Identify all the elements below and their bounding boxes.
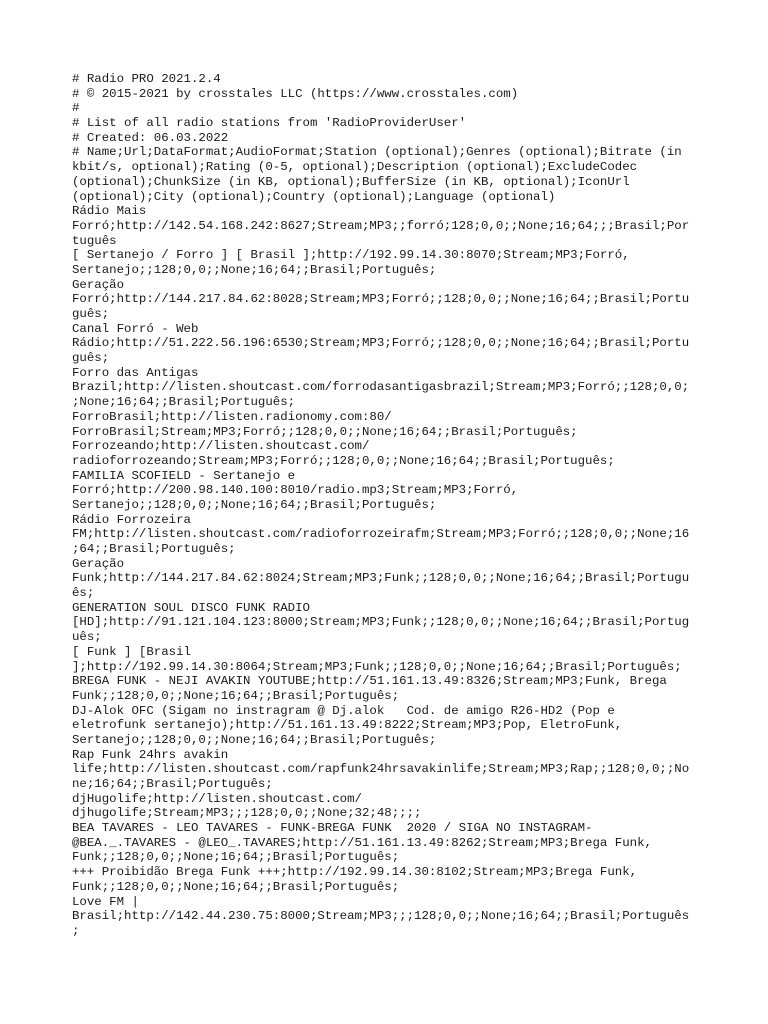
text-line: Rádio;http://51.222.56.196:6530;Stream;MP3;Forró;;128;0,0;;None;16;64;;Brasil;Portu [72, 336, 690, 351]
text-line: Brasil;http://142.44.230.75:8000;Stream;MP3;;;128;0,0;;None;16;64;;Brasil;Português [72, 909, 690, 924]
text-line: Rap Funk 24hrs avakin [72, 747, 229, 762]
text-line: guês; [72, 307, 110, 321]
text-line: ;64;;Brasil;Português; [72, 542, 236, 556]
text-line: +++ Proibidão Brega Funk +++;http://192.99.14.30:8102;Stream;MP3;Brega Funk, [72, 865, 638, 880]
text-line: (optional);ChunkSize (in KB, optional);BufferSize (in KB, optional);IconUrl [72, 174, 630, 189]
text-line: Forró;http://200.98.140.100:8010/radio.mp3;Stream;MP3;Forró, [72, 483, 519, 498]
text-line: # Name;Url;DataFormat;AudioFormat;Station (optional);Genres (optional);Bitrate (in [72, 145, 682, 160]
text-line: ForroBrasil;http://listen.radionomy.com:80/ [72, 409, 392, 424]
text-line: djHugolife;http://listen.shoutcast.com/ [72, 791, 362, 806]
text-line: # © 2015-2021 by crosstales LLC (https://www.crosstales.com) [72, 86, 519, 101]
text-line: BEA TAVARES - LEO TAVARES - FUNK-BREGA FUNK 2020 / SIGA NO INSTAGRAM- [72, 821, 593, 836]
text-line: Funk;http://144.217.84.62:8024;Stream;MP3;Funk;;128;0,0;;None;16;64;;Brasil;Portugu [72, 571, 690, 586]
text-line: Geração [72, 277, 125, 292]
text-line: ;None;16;64;;Brasil;Português; [72, 395, 296, 410]
text-line: Brazil;http://listen.shoutcast.com/forrodasantigasbrazil;Stream;MP3;Forró;;128;0,0; [72, 380, 690, 395]
text-line: ; [72, 923, 80, 938]
text-line: Sertanejo;;128;0,0;;None;16;64;;Brasil;Português; [72, 732, 437, 747]
text-line: ne;16;64;;Brasil;Português; [72, 777, 273, 791]
text-line: GENERATION SOUL DISCO FUNK RADIO [72, 600, 310, 615]
text-line: (optional);City (optional);Country (optional);Language (optional) [72, 189, 556, 204]
text-line: Canal Forró - Web [72, 321, 199, 336]
text-line: djhugolife;Stream;MP3;;;128;0,0;;None;32;48;;;; [72, 806, 422, 821]
text-line: FAMILIA SCOFIELD - Sertanejo e [72, 468, 296, 483]
text-line: [ Funk ] [Brasil [72, 644, 191, 659]
text-line: ForroBrasil;Stream;MP3;Forró;;128;0,0;;None;16;64;;Brasil;Português; [72, 424, 578, 439]
text-line: uês; [72, 630, 102, 645]
text-line: # Radio PRO 2021.2.4 [72, 72, 221, 86]
text-line: Geração [72, 556, 125, 571]
text-line: # [72, 101, 80, 116]
text-line: DJ-Alok OFC (Sigam no instragram @ Dj.alok Cod. de amigo R26-HD2 (Pop e [72, 703, 615, 718]
text-line: [HD];http://91.121.104.123:8000;Stream;MP3;Funk;;128;0,0;;None;16;64;;Brasil;Portug [72, 615, 690, 630]
text-line: radioforrozeando;Stream;MP3;Forró;;128;0,0;;None;16;64;;Brasil;Português; [72, 453, 615, 468]
text-line: Rádio Mais [72, 204, 147, 219]
text-line: Rádio Forrozeira [72, 512, 191, 527]
text-line: ];http://192.99.14.30:8064;Stream;MP3;Funk;;128;0,0;;None;16;64;;Brasil;Português; [72, 659, 682, 674]
text-line: Love FM | [72, 894, 139, 909]
text-line: life;http://listen.shoutcast.com/rapfunk24hrsavakinlife;Stream;MP3;Rap;;128;0,0;;No [72, 762, 690, 777]
text-line: # Created: 06.03.2022 [72, 130, 229, 145]
text-line: # List of all radio stations from 'RadioProviderUser' [72, 116, 467, 131]
text-line: Forró;http://142.54.168.242:8627;Stream;MP3;;forró;128;0,0;;None;16;64;;;Brasil;Por [72, 218, 690, 233]
text-line: @BEA._.TAVARES - @LEO_.TAVARES;http://51.161.13.49:8262;Stream;MP3;Brega Funk, [72, 835, 652, 850]
text-line: Funk;;128;0,0;;None;16;64;;Brasil;Português; [72, 850, 400, 865]
text-line: Forro das Antigas [72, 365, 199, 380]
text-line: eletrofunk sertanejo);http://51.161.13.49:8222;Stream;MP3;Pop, EletroFunk, [72, 718, 623, 733]
text-line: guês; [72, 351, 110, 366]
text-line: Forrozeando;http://listen.shoutcast.com/ [72, 439, 370, 454]
text-line: Funk;;128;0,0;;None;16;64;;Brasil;Português; [72, 879, 400, 894]
text-line: Funk;;128;0,0;;None;16;64;;Brasil;Português; [72, 688, 400, 703]
text-line: ês; [72, 586, 95, 601]
text-line: [ Sertanejo / Forro ] [ Brasil ];http://192.99.14.30:8070;Stream;MP3;Forró, [72, 248, 630, 263]
text-line: Sertanejo;;128;0,0;;None;16;64;;Brasil;Português; [72, 262, 437, 277]
text-line: kbit/s, optional);Rating (0-5, optional);Description (optional);ExcludeCodec [72, 160, 638, 175]
text-line: Sertanejo;;128;0,0;;None;16;64;;Brasil;Português; [72, 497, 437, 512]
text-line: tuguês [72, 233, 117, 248]
text-line: BREGA FUNK - NEJI AVAKIN YOUTUBE;http://51.161.13.49:8326;Stream;MP3;Funk, Brega [72, 674, 667, 689]
text-line: Forró;http://144.217.84.62:8028;Stream;MP3;Forró;;128;0,0;;None;16;64;;Brasil;Portu [72, 292, 690, 307]
document-page [72, 72, 700, 939]
text-line: FM;http://listen.shoutcast.com/radioforrozeirafm;Stream;MP3;Forró;;128;0,0;;None;16 [72, 527, 690, 542]
